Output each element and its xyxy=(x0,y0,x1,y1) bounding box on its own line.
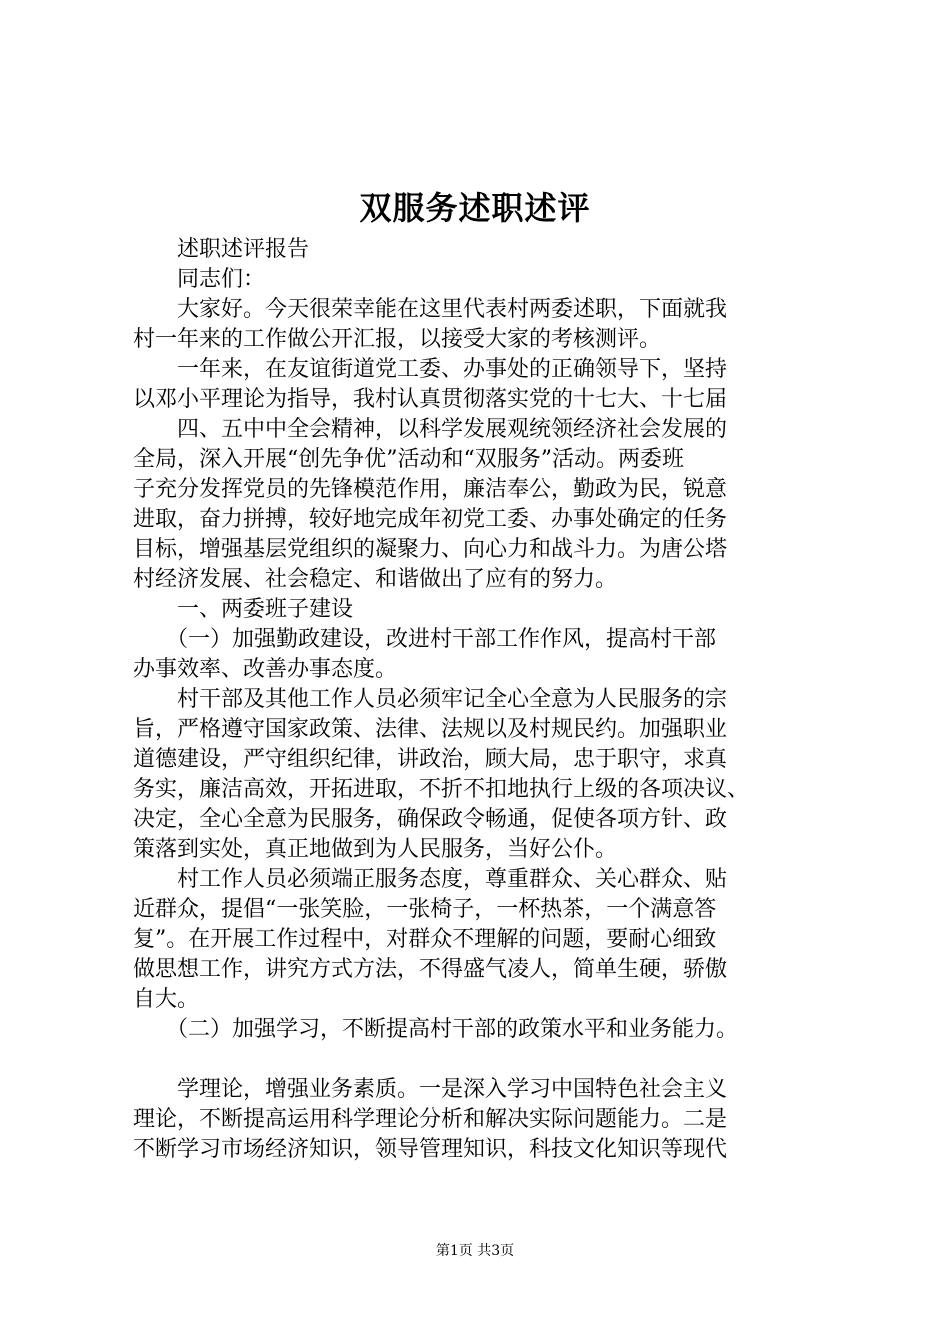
text-line: 策落到实处，真正地做到为人民服务，当好公仆。 xyxy=(133,837,618,862)
text-line: 村工作人员必须端正服务态度，尊重群众、关心群众、贴 xyxy=(133,867,728,892)
text-line: 四、五中中全会精神，以科学发展观统领经济社会发展的 xyxy=(133,417,728,442)
text-line: 全局，深入开展“创先争优”活动和“双服务”活动。两委班 xyxy=(133,447,684,472)
text-line: 一、两委班子建设 xyxy=(133,597,354,622)
text-line: 不断学习市场经济知识，领导管理知识，科技文化知识等现代 xyxy=(133,1137,728,1162)
text-line: 理论，不断提高运用科学理论分析和解决实际问题能力。二是 xyxy=(133,1107,728,1132)
blank-line xyxy=(133,1045,833,1075)
document-title: 双服务述职述评 xyxy=(359,189,591,227)
text-line: 复”。在开展工作过程中，对群众不理解的问题，要耐心细致 xyxy=(133,927,717,952)
text-line: 进取，奋力拼搏，较好地完成年初党工委、办事处确定的任务 xyxy=(133,507,728,532)
text-line: （一）加强勤政建设，改进村干部工作作风，提高村干部 xyxy=(133,627,717,652)
text-line: 决定，全心全意为民服务，确保政令畅通，促使各项方针、政 xyxy=(133,807,728,832)
text-line: 旨，严格遵守国家政策、法律、法规以及村规民约。加强职业 xyxy=(133,717,728,742)
text-line: 村一年来的工作做公开汇报，以接受大家的考核测评。 xyxy=(133,327,662,352)
text-line: 子充分发挥党员的先锋模范作用，廉洁奉公，勤政为民，锐意 xyxy=(133,477,728,502)
page-footer: 第1页 共3页 xyxy=(435,1243,515,1259)
text-line: 办事效率、改善办事态度。 xyxy=(133,657,398,682)
text-line: 述职述评报告 xyxy=(133,237,310,262)
text-line: 学理论，增强业务素质。一是深入学习中国特色社会主义 xyxy=(133,1077,728,1102)
text-line: 以邓小平理论为指导，我村认真贯彻落实党的十七大、十七届 xyxy=(133,387,728,412)
text-line: 自大。 xyxy=(133,987,200,1012)
text-line: 近群众，提倡“一张笑脸，一张椅子，一杯热茶，一个满意答 xyxy=(133,897,717,922)
document-body xyxy=(133,235,833,1165)
text-line: 村经济发展、社会稳定、和谐做出了应有的努力。 xyxy=(133,567,618,592)
text-line: 一年来，在友谊街道党工委、办事处的正确领导下，坚持 xyxy=(133,357,728,382)
text-line: （二）加强学习，不断提高村干部的政策水平和业务能力。 xyxy=(133,1017,739,1042)
text-line: 大家好。今天很荣幸能在这里代表村两委述职，下面就我 xyxy=(133,297,728,322)
text-line: 务实，廉洁高效，开拓进取，不折不扣地执行上级的各项决议、 xyxy=(133,777,750,802)
text-line: 目标，增强基层党组织的凝聚力、向心力和战斗力。为唐公塔 xyxy=(133,537,728,562)
text-line: 同志们： xyxy=(133,267,266,292)
text-line: 做思想工作，讲究方式方法，不得盛气凌人，简单生硬，骄傲 xyxy=(133,957,728,982)
text-line: 道德建设，严守组织纪律，讲政治，顾大局，忠于职守，求真 xyxy=(133,747,728,772)
text-line: 村干部及其他工作人员必须牢记全心全意为人民服务的宗 xyxy=(133,687,728,712)
